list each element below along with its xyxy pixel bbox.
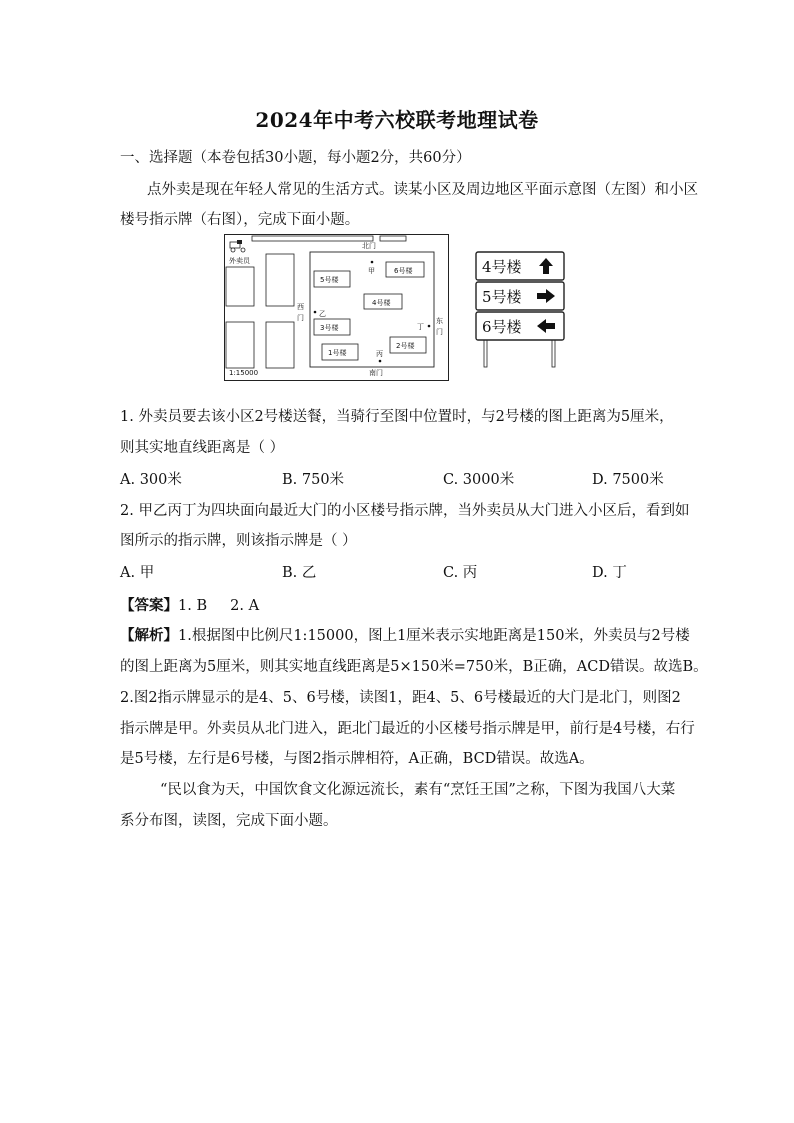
building-sign (474, 251, 566, 369)
q2-option-c: C. 丙 (443, 565, 478, 581)
sign-row-2: 5号楼 (482, 288, 522, 306)
east-gate-label-2: 门 (436, 328, 443, 336)
analysis-line-5: 是5号楼，左行是6号楼，与图2指示牌相符，A正确，BCD错误。故选A。 (120, 751, 594, 767)
answer-text: 1. B 2. A (178, 598, 260, 614)
building-4-label: 4号楼 (372, 299, 391, 307)
analysis-label: 【解析】 (120, 627, 178, 644)
building-5-label: 5号楼 (320, 276, 339, 284)
q2-line-1: 2. 甲乙丙丁为四块面向最近大门的小区楼号指示牌，当外卖员从大门进入小区后，看到如 (120, 503, 690, 519)
q1-line-1: 1. 外卖员要去该小区2号楼送餐，当骑行至图中位置时，与2号楼的图上距离为5厘米， (120, 409, 674, 425)
q1-option-a: A. 300米 (120, 472, 182, 488)
point-yi: 乙 (319, 310, 326, 318)
community-map (224, 234, 450, 382)
west-gate-label-2: 门 (297, 314, 304, 322)
intro-line-1: 点外卖是现在年轻人常见的生活方式。读某小区及周边地区平面示意图（左图）和小区 (147, 182, 698, 198)
q2-line-2: 图所示的指示牌，则该指示牌是（ ） (120, 533, 357, 549)
figures (224, 234, 570, 384)
q1-option-c: C. 3000米 (443, 472, 515, 488)
q1-option-d: D. 7500米 (592, 472, 664, 488)
answer-label: 【答案】 (120, 597, 178, 614)
section-heading: 一、选择题（本卷包括30小题，每小题2分，共60分） (120, 150, 471, 166)
north-gate-label: 北门 (362, 242, 376, 250)
east-gate-label-1: 东 (436, 317, 443, 325)
q2-option-a: A. 甲 (120, 565, 155, 581)
answer-line (120, 594, 259, 615)
q1-option-b: B. 750米 (282, 472, 345, 488)
point-ding: 丁 (417, 323, 424, 331)
analysis-line-4: 指示牌是甲。外卖员从北门进入，距北门最近的小区楼号指示牌是甲，前行是4号楼，右行 (120, 721, 695, 737)
intro-line-2: 楼号指示牌（右图），完成下面小题。 (120, 212, 360, 228)
q2-option-d: D. 丁 (592, 565, 627, 581)
building-6-label: 6号楼 (394, 267, 413, 275)
building-1-label: 1号楼 (328, 349, 347, 357)
building-3-label: 3号楼 (320, 324, 339, 332)
building-2-label: 2号楼 (396, 342, 415, 350)
west-gate-label-1: 西 (297, 303, 304, 311)
south-gate-label: 南门 (369, 369, 383, 377)
q1-line-2: 则其实地直线距离是（ ） (120, 440, 285, 456)
analysis-line-3: 2.图2指示牌显示的是4、5、6号楼，读图1，距4、5、6号楼最近的大门是北门，则图2 (120, 690, 681, 706)
point-bing: 丙 (376, 350, 383, 358)
analysis-line-1 (120, 624, 690, 645)
q2-option-b: B. 乙 (282, 565, 317, 581)
next-intro-line-2: 系分布图，读图，完成下面小题。 (120, 813, 338, 829)
page-title: 2024年中考六校联考地理试卷 (255, 108, 539, 132)
sign-row-1: 4号楼 (482, 258, 522, 276)
courier-label: 外卖员 (229, 257, 250, 265)
point-jia: 甲 (368, 267, 375, 275)
analysis-line-2: 的图上距离为5厘米，则其实地直线距离是5×150米=750米，B正确，ACD错误。故选B。 (120, 659, 708, 675)
next-intro-line-1: “民以食为天，中国饮食文化源远流长，素有“烹饪王国”之称，下图为我国八大菜 (160, 782, 676, 798)
sign-row-3: 6号楼 (482, 318, 522, 336)
analysis-text-1: 1.根据图中比例尺1:15000，图上1厘米表示实地距离是150米，外卖员与2号楼 (178, 628, 690, 644)
map-scale: 1:15000 (229, 369, 259, 377)
